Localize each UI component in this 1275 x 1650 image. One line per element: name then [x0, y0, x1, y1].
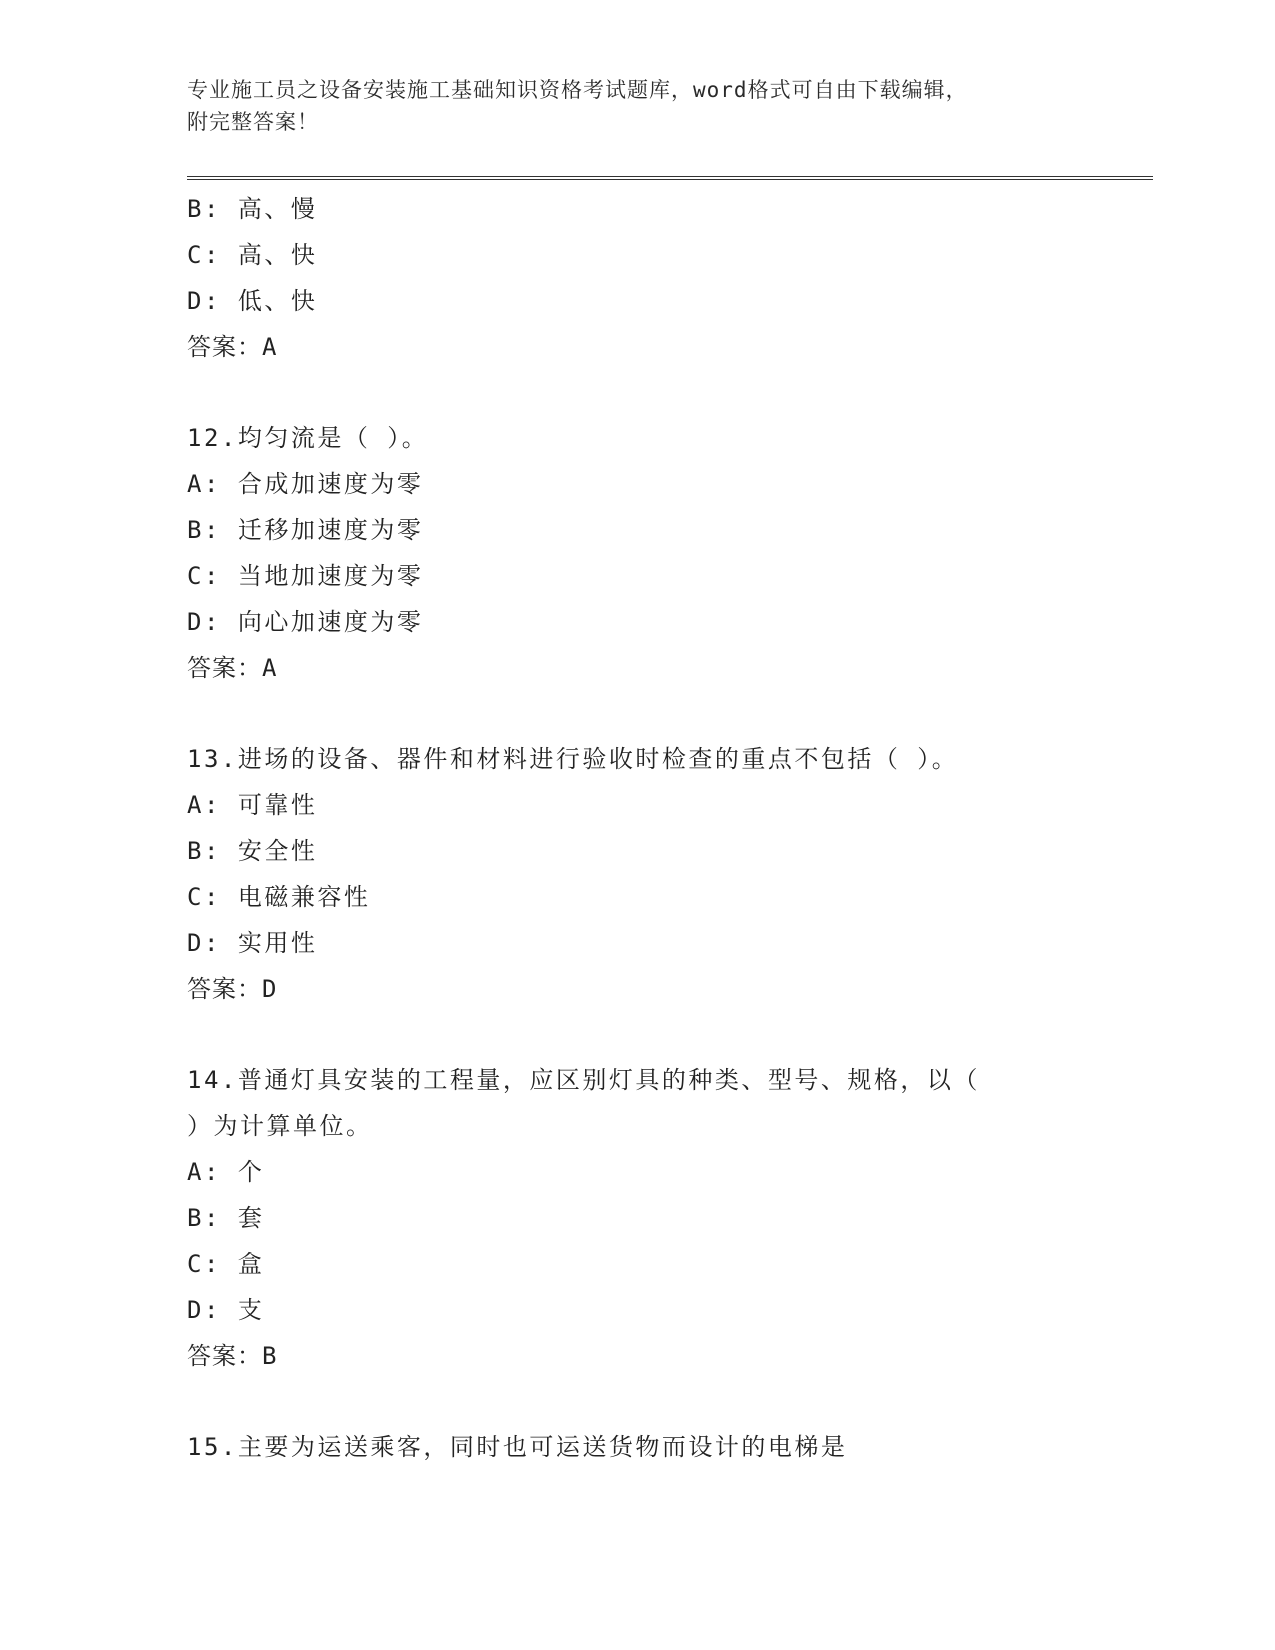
question-stem: 14.普通灯具安装的工程量，应区别灯具的种类、型号、规格，以（	[187, 1066, 980, 1094]
answer-label: 答案：	[187, 654, 262, 682]
question-list	[187, 186, 1087, 1470]
question-stem: 15.主要为运送乘客，同时也可运送货物而设计的电梯是	[187, 1433, 848, 1461]
option-b: B: 套	[187, 1204, 265, 1232]
option-a: A: 合成加速度为零	[187, 470, 424, 498]
option-c: C: 当地加速度为零	[187, 562, 424, 590]
answer-line	[187, 1333, 1087, 1379]
option-b: B: 迁移加速度为零	[187, 516, 424, 544]
option-b: B: 高、慢	[187, 195, 318, 223]
answer-line	[187, 966, 1087, 1012]
header-line-2: 附完整答案！	[187, 110, 319, 134]
header-line-1: 专业施工员之设备安装施工基础知识资格考试题库，word格式可自由下载编辑，	[187, 78, 968, 102]
answer-value: A	[262, 333, 278, 361]
option-d: D: 实用性	[187, 929, 318, 957]
question-block-15	[187, 1424, 1087, 1470]
option-b: B: 安全性	[187, 837, 318, 865]
answer-line	[187, 645, 1087, 691]
document-header	[187, 74, 1067, 138]
answer-value: A	[262, 654, 278, 682]
question-block-12	[187, 415, 1087, 691]
option-c: C: 电磁兼容性	[187, 883, 371, 911]
option-d: D: 低、快	[187, 287, 318, 315]
option-c: C: 盒	[187, 1250, 265, 1278]
answer-value: B	[262, 1342, 278, 1370]
option-d: D: 支	[187, 1296, 265, 1324]
option-a: A: 个	[187, 1158, 265, 1186]
option-c: C: 高、快	[187, 241, 318, 269]
answer-label: 答案：	[187, 975, 262, 1003]
option-d: D: 向心加速度为零	[187, 608, 424, 636]
question-block-13	[187, 736, 1087, 1012]
question-block-14	[187, 1057, 1087, 1379]
header-divider	[187, 176, 1153, 180]
answer-value: D	[262, 975, 278, 1003]
option-a: A: 可靠性	[187, 791, 318, 819]
question-stem-continued: ）为计算单位。	[187, 1112, 373, 1140]
answer-label: 答案：	[187, 333, 262, 361]
question-stem: 12.均匀流是（ ）。	[187, 424, 429, 452]
answer-label: 答案：	[187, 1342, 262, 1370]
question-block-11	[187, 186, 1087, 370]
question-stem: 13.进场的设备、器件和材料进行验收时检查的重点不包括（ ）。	[187, 745, 959, 773]
answer-line	[187, 324, 1087, 370]
